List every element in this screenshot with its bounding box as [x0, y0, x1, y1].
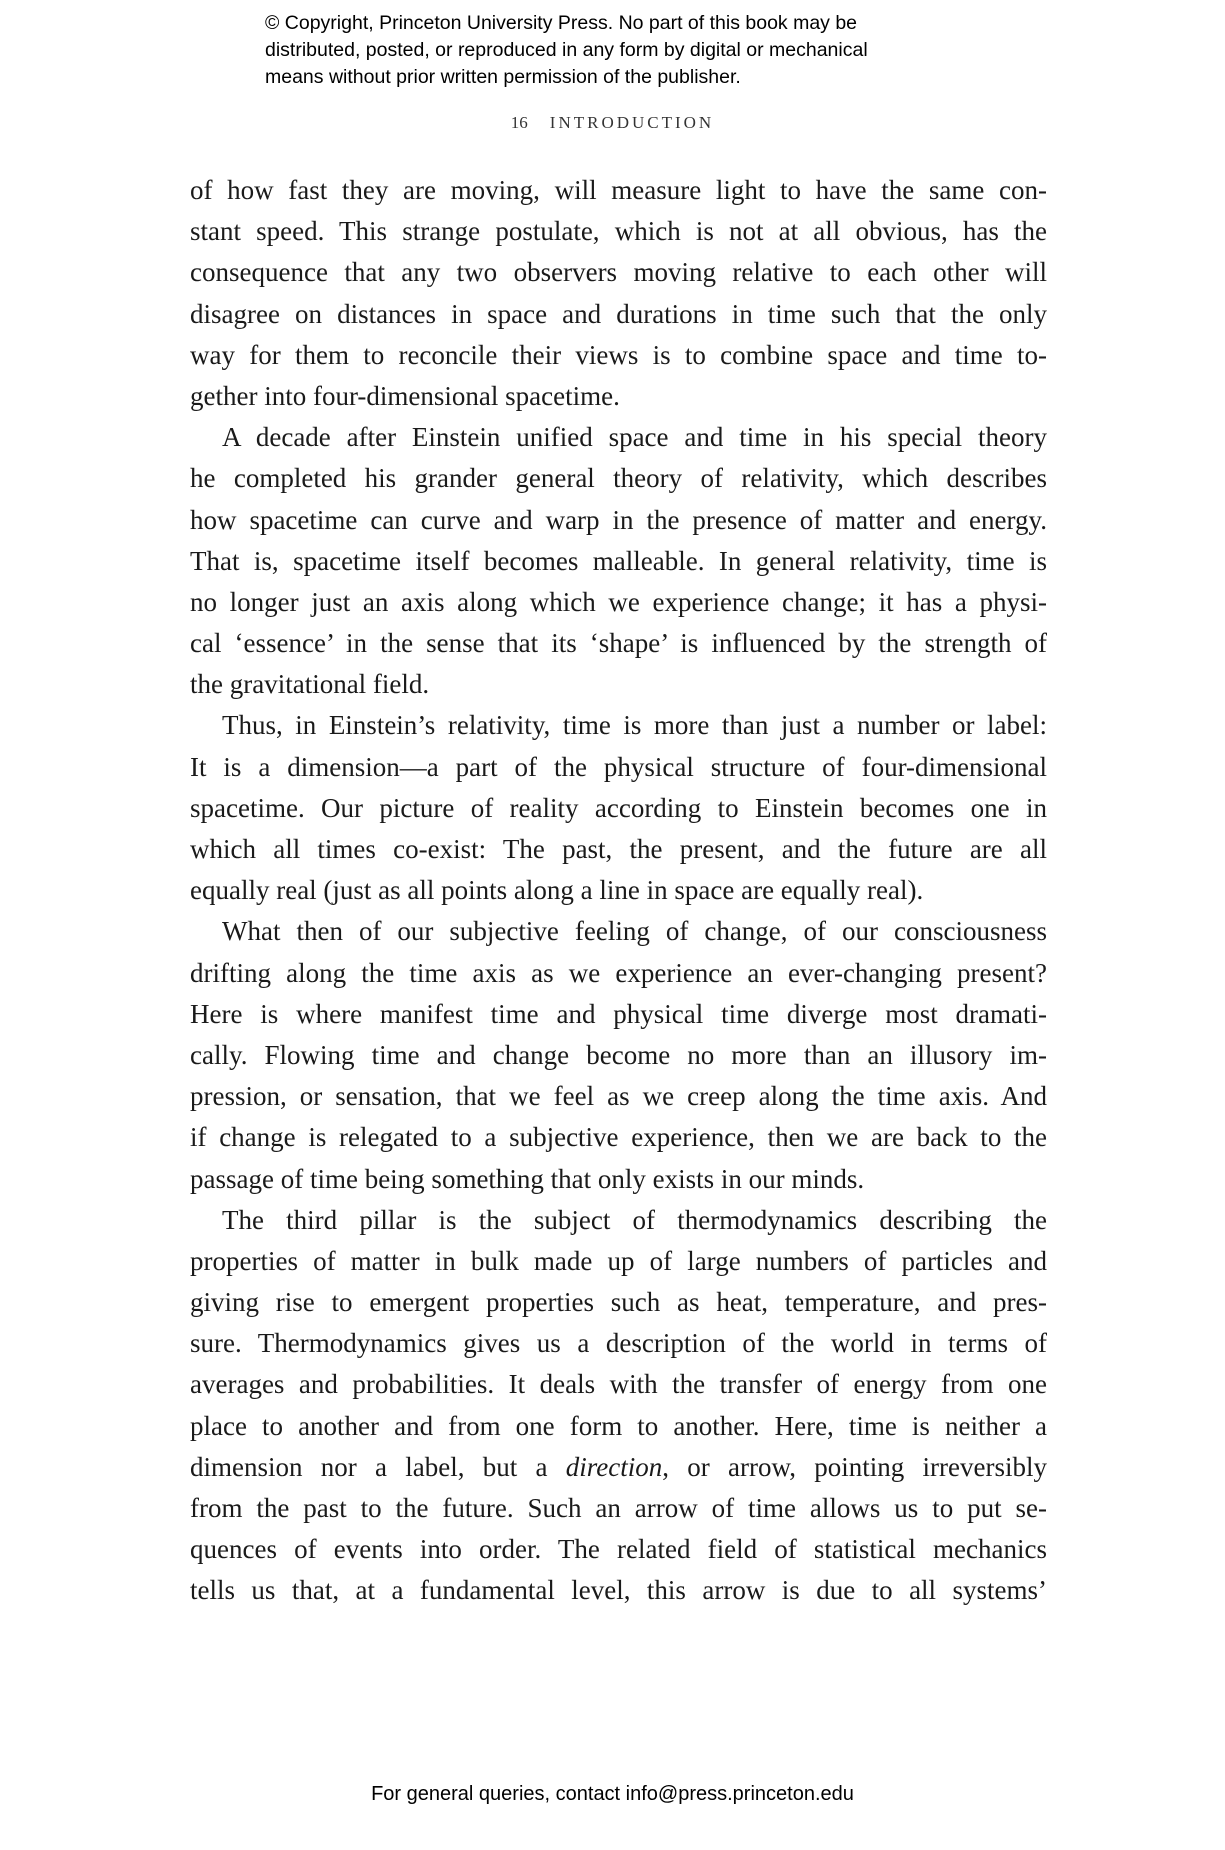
- text-line: [190, 1035, 1047, 1076]
- text-segment: spacetime. Our picture of reality according to Einstein becomes one in: [190, 792, 1047, 823]
- text-line: [190, 170, 1047, 211]
- text-segment: quences of events into order. The related field of statistical mechanics: [190, 1534, 1047, 1565]
- text-segment: averages and probabilities. It deals with the transfer of energy from one: [190, 1369, 1047, 1400]
- text-segment: giving rise to emergent properties such as heat, temperature, and pres-: [190, 1287, 1047, 1318]
- running-head: [0, 113, 1225, 133]
- text-segment: of how fast they are moving, will measure light to have the same con-: [190, 175, 1047, 205]
- text-segment: the gravitational field.: [190, 669, 430, 700]
- text-line: [190, 829, 1047, 870]
- text-segment: That is, spacetime itself becomes malleable. In general relativity, time is: [190, 545, 1047, 576]
- text-segment: A decade after Einstein unified space and time in his special theory: [222, 422, 1047, 453]
- text-segment: how spacetime can curve and warp in the presence of matter and energy.: [190, 504, 1047, 535]
- text-line: [190, 1406, 1047, 1447]
- text-segment: It is a dimension—a part of the physical structure of four-dimensional: [190, 751, 1047, 782]
- text-segment: dimension nor a label, but a: [190, 1451, 566, 1482]
- copyright-line: means without prior written permission of the publisher.: [265, 66, 741, 88]
- text-segment: gether into four-dimensional spacetime.: [190, 380, 620, 411]
- text-line: [190, 458, 1047, 499]
- text-line: [190, 1200, 1047, 1241]
- text-segment: cally. Flowing time and change become no more than an illusory im-: [190, 1039, 1047, 1070]
- text-line: [190, 1323, 1047, 1364]
- text-line: [190, 994, 1047, 1035]
- copyright-line: © Copyright, Princeton University Press. No part of this book may be: [265, 12, 858, 34]
- text-segment: sure. Thermodynamics gives us a description of the world in terms of: [190, 1328, 1047, 1359]
- text-segment: passage of time being something that only exists in our minds.: [190, 1163, 865, 1194]
- text-segment: disagree on distances in space and durations in time such that the only: [190, 298, 1047, 329]
- text-line: [190, 1447, 1047, 1488]
- text-line: [190, 211, 1047, 252]
- text-line: [190, 376, 1047, 417]
- text-line: [190, 747, 1047, 788]
- text-line: [190, 582, 1047, 623]
- body-text: [190, 170, 1047, 1612]
- copyright-line: distributed, posted, or reproduced in any form by digital or mechanical: [265, 39, 868, 61]
- text-segment: which all times co-exist: The past, the present, and the future are all: [190, 834, 1047, 864]
- italic-text: direction: [565, 1451, 663, 1482]
- text-segment: Thus, in Einstein’s relativity, time is more than just a number or label:: [222, 710, 1047, 741]
- text-line: [190, 1570, 1047, 1611]
- text-line: [190, 1364, 1047, 1405]
- text-segment: The third pillar is the subject of thermodynamics describing the: [222, 1204, 1047, 1235]
- text-segment: way for them to reconcile their views is to combine space and time to-: [190, 339, 1047, 370]
- text-line: [190, 500, 1047, 541]
- text-segment: he completed his grander general theory of relativity, which describes: [190, 463, 1047, 494]
- text-segment: cal ‘essence’ in the sense that its ‘shape’ is influenced by the strength of: [190, 628, 1047, 659]
- text-line: [190, 1529, 1047, 1570]
- text-segment: drifting along the time axis as we experience an ever-changing present?: [190, 957, 1047, 988]
- text-line: [190, 1282, 1047, 1323]
- text-segment: tells us that, at a fundamental level, this arrow is due to all systems’: [190, 1575, 1047, 1606]
- text-line: [190, 541, 1047, 582]
- text-line: [190, 870, 1047, 911]
- text-segment: stant speed. This strange postulate, which is not at all obvious, has the: [190, 216, 1047, 247]
- text-line: [190, 1241, 1047, 1282]
- text-segment: , or arrow, pointing irreversibly: [662, 1451, 1047, 1482]
- text-segment: pression, or sensation, that we feel as we creep along the time axis. And: [190, 1081, 1047, 1112]
- text-line: [190, 1159, 1047, 1200]
- text-line: [190, 953, 1047, 994]
- text-segment: place to another and from one form to another. Here, time is neither a: [190, 1410, 1047, 1441]
- text-segment: What then of our subjective feeling of change, of our consciousness: [222, 916, 1047, 947]
- text-segment: Here is where manifest time and physical time diverge most dramati-: [190, 998, 1047, 1029]
- text-line: [190, 335, 1047, 376]
- text-segment: equally real (just as all points along a line in space are equally real).: [190, 875, 924, 906]
- text-line: [190, 1488, 1047, 1529]
- footer-contact: For general queries, contact info@press.princeton.edu: [371, 1783, 854, 1805]
- text-line: [190, 252, 1047, 293]
- text-line: [190, 294, 1047, 335]
- text-line: [190, 788, 1047, 829]
- copyright-notice: [265, 10, 985, 91]
- chapter-title: INTRODUCTION: [549, 113, 715, 132]
- text-segment: consequence that any two observers moving relative to each other will: [190, 257, 1047, 288]
- page-number: 16: [510, 113, 528, 132]
- text-line: [190, 1117, 1047, 1158]
- text-segment: from the past to the future. Such an arrow of time allows us to put se-: [190, 1493, 1047, 1523]
- text-line: [190, 705, 1047, 746]
- text-line: [190, 623, 1047, 664]
- text-line: [190, 911, 1047, 952]
- text-line: [190, 1076, 1047, 1117]
- text-segment: no longer just an axis along which we experience change; it has a physi-: [190, 586, 1047, 617]
- text-line: [190, 417, 1047, 458]
- text-segment: properties of matter in bulk made up of large numbers of particles and: [190, 1245, 1047, 1276]
- text-segment: if change is relegated to a subjective experience, then we are back to the: [190, 1122, 1047, 1153]
- text-line: [190, 664, 1047, 705]
